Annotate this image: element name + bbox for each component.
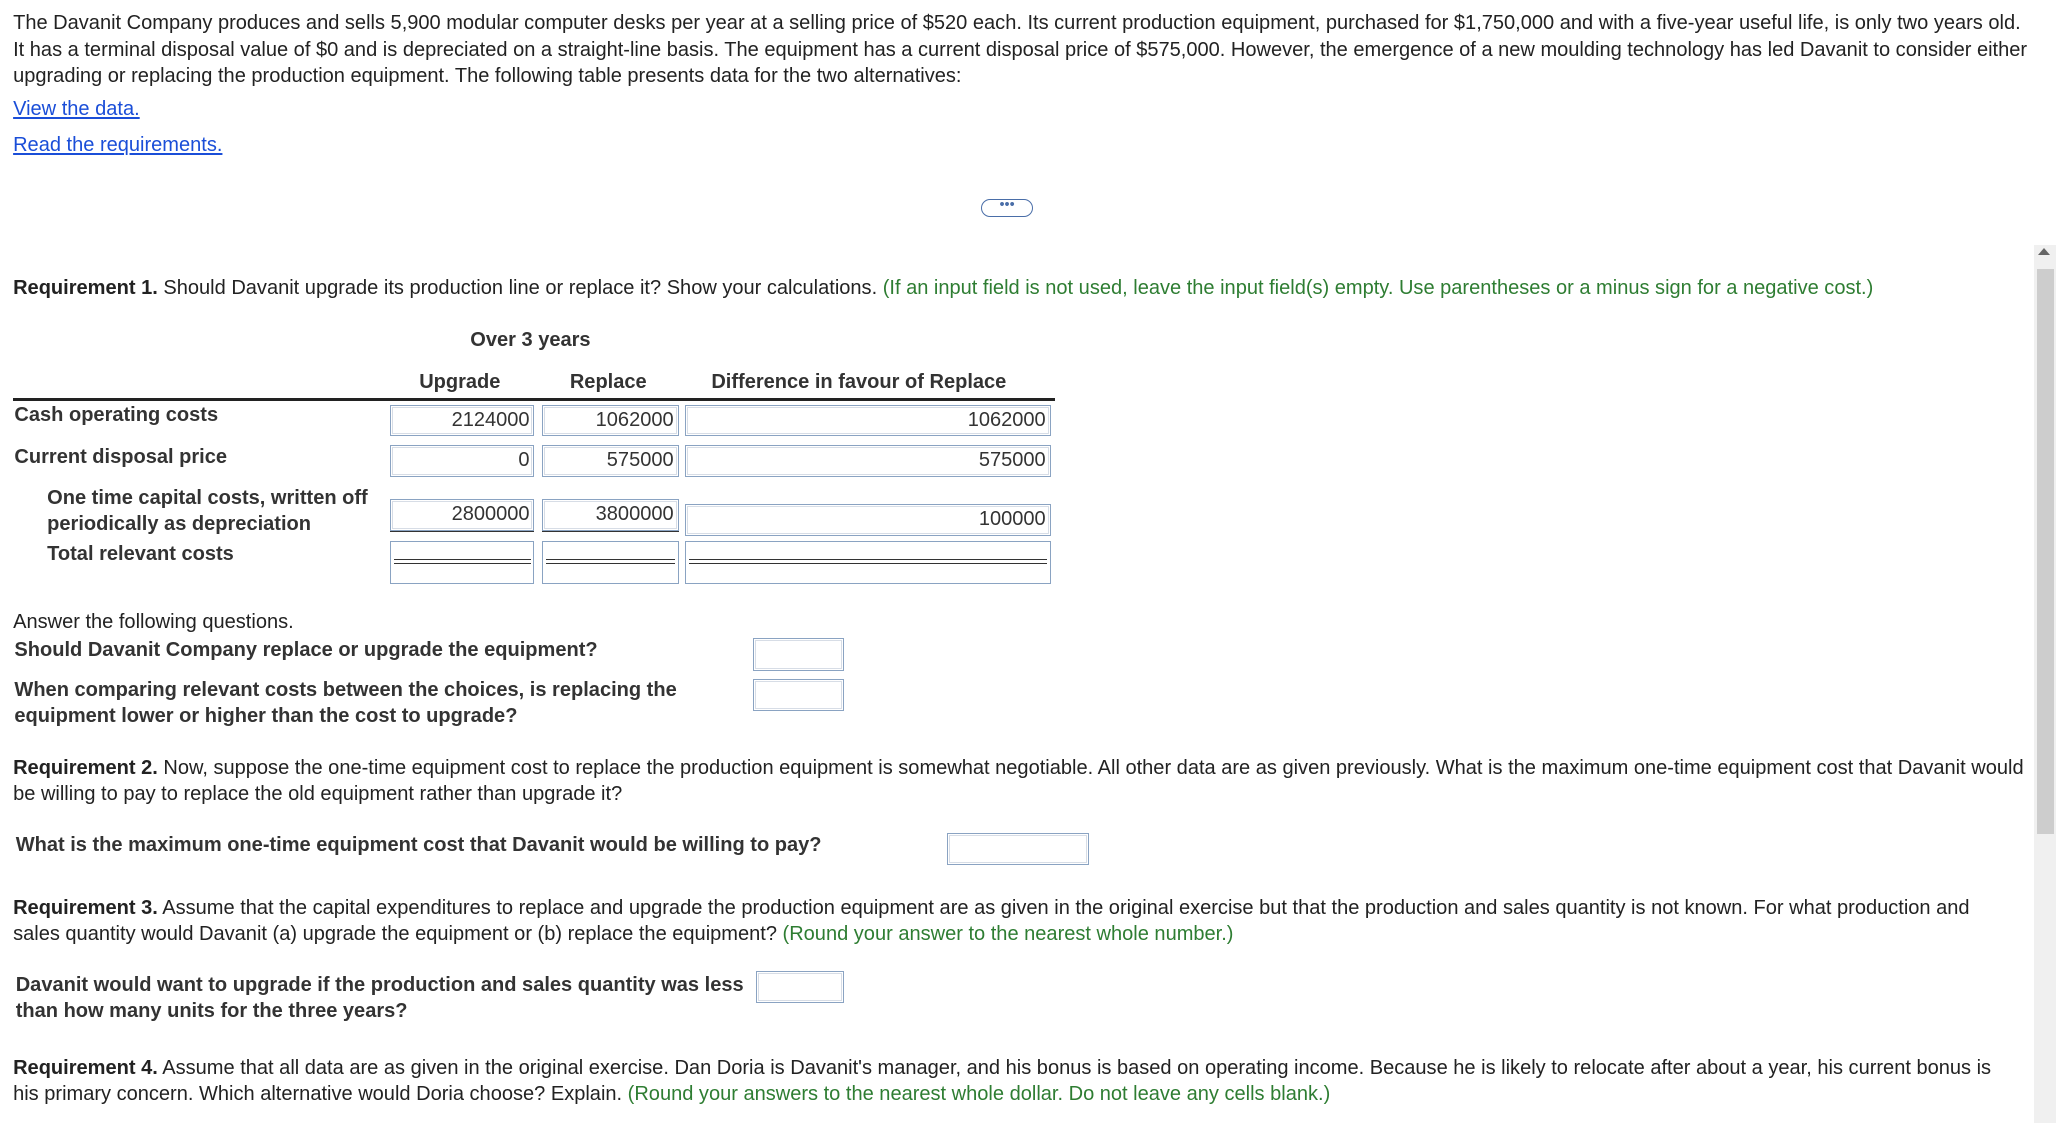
difference-cash-operating-costs-input[interactable]: 1062000 (685, 405, 1050, 436)
row-label-current-disposal-price: Current disposal price (14, 446, 228, 469)
lower-or-higher-input[interactable] (753, 679, 843, 712)
difference-capital-costs-input[interactable]: 100000 (685, 504, 1050, 535)
question-upgrade-quantity-threshold: Davanit would want to upgrade if the production and sales quantity was less than how many units for the three years? (15, 974, 744, 1023)
requirement-1 (13, 275, 2030, 301)
replace-subtotal-rule (542, 531, 678, 532)
more-options-button[interactable]: ••• (981, 199, 1033, 217)
questions-intro: Answer the following questions. (13, 611, 294, 634)
replace-or-upgrade-input[interactable] (753, 638, 843, 671)
requirement-3-text: Assume that the capital expenditures to replace and upgrade the production equipment are as given in the original exercise but that the production and sales quantity is not known. For what production and sales quantity would Davanit (a) upgrade the equipment or (b) replace the equipment? (13, 896, 1970, 945)
column-header-difference: Difference in favour of Replace (711, 370, 1007, 393)
problem-intro: The Davanit Company produces and sells 5,900 modular computer desks per year at a selling price of $520 each. Its current production equipment, purchased for $1,750,000 and with a five-year useful life, is only two years old. It has a terminal disposal value of $0 and is depreciated on a straight-line basis. The equipment has a current disposal price of $575,000. However, the emergence of a new moulding technology has led Davanit to consider either upgrading or replacing the production equipment. The following table presents data for the two alternatives: (13, 12, 2028, 87)
requirement-4-note: (Round your answers to the nearest whole dollar. Do not leave any cells blank.) (627, 1082, 1331, 1105)
requirement-4 (13, 1055, 2004, 1107)
row-label-one-time-capital-costs: One time capital costs, written off periodically as depreciation (47, 486, 368, 535)
difference-total-double-underline (689, 559, 1047, 564)
difference-current-disposal-price-input[interactable]: 575000 (685, 445, 1050, 476)
requirement-4-text: Assume that all data are as given in the original exercise. Dan Doria is Davanit's manager, and his bonus is based on operating income. Because he is likely to relocate after about a year, his current bonus is his primary concern. Which alternative would Doria choose? Explain. (13, 1056, 1992, 1105)
requirement-2-label: Requirement 2. (13, 756, 158, 779)
upgrade-quantity-threshold-input[interactable] (756, 971, 844, 1004)
view-data-link[interactable]: View the data. (13, 98, 140, 121)
requirement-1-note: (If an input field is not used, leave the input field(s) empty. Use parentheses or a minus sign for a negative cost.) (882, 277, 1874, 300)
requirement-2-text: Now, suppose the one-time equipment cost to replace the production equipment is somewhat negotiable. All other data are as given previously. What is the maximum one-time equipment cost that Davanit would be willing to pay to replace the old equipment rather than upgrade it? (13, 756, 2024, 805)
scrollbar-thumb[interactable] (2037, 269, 2054, 835)
question-replace-or-upgrade: Should Davanit Company replace or upgrade the equipment? (14, 638, 598, 661)
requirement-2 (13, 755, 2037, 807)
period-header: Over 3 years (470, 328, 591, 351)
scroll-up-arrow-icon[interactable] (2038, 248, 2050, 255)
column-header-upgrade: Upgrade (419, 370, 501, 393)
upgrade-capital-costs-input[interactable]: 2800000 (390, 499, 534, 530)
question-lower-or-higher: When comparing relevant costs between the choices, is replacing the equipment lower or higher than the cost to upgrade? (14, 679, 677, 728)
requirement-4-label: Requirement 4. (13, 1056, 158, 1079)
upgrade-subtotal-rule (390, 531, 534, 532)
replace-capital-costs-input[interactable]: 3800000 (542, 499, 678, 530)
requirement-3-note: (Round your answer to the nearest whole number.) (782, 922, 1234, 945)
replace-total-double-underline (546, 559, 674, 564)
maximum-equipment-cost-input[interactable] (947, 833, 1088, 864)
row-label-cash-operating-costs: Cash operating costs (14, 404, 219, 427)
read-requirements-link[interactable]: Read the requirements. (13, 133, 223, 156)
upgrade-cash-operating-costs-input[interactable]: 2124000 (390, 405, 534, 436)
requirement-3-label: Requirement 3. (13, 896, 158, 919)
upgrade-current-disposal-price-input[interactable]: 0 (390, 445, 534, 476)
table-header-rule (13, 398, 1054, 401)
replace-cash-operating-costs-input[interactable]: 1062000 (542, 405, 678, 436)
requirement-3 (13, 895, 1978, 947)
requirement-1-label: Requirement 1. (13, 277, 158, 300)
question-maximum-equipment-cost: What is the maximum one-time equipment cost that Davanit would be willing to pay? (15, 833, 822, 856)
replace-current-disposal-price-input[interactable]: 575000 (542, 445, 678, 476)
requirement-1-text: Should Davanit upgrade its production line or replace it? Show your calculations. (157, 277, 883, 300)
row-label-total-relevant-costs: Total relevant costs (47, 543, 234, 566)
column-header-replace: Replace (569, 370, 647, 393)
upgrade-total-double-underline (394, 559, 530, 564)
